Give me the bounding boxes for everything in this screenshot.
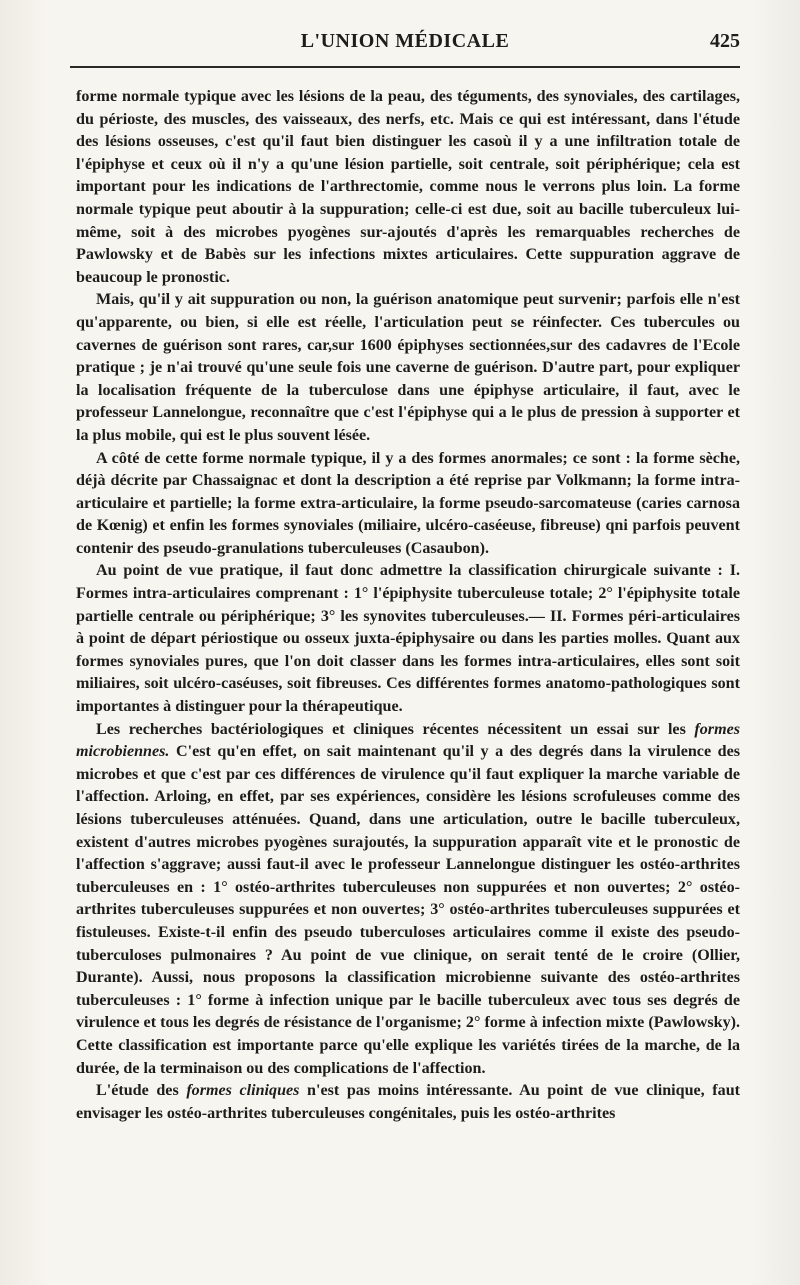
- paragraph: [76, 1080, 740, 1125]
- paragraph: [76, 719, 740, 1081]
- text-run: C'est qu'en effet, on sait maintenant qu'il y a des degrés dans la virulence des microbes et que c'est par ces différences de virulence qu'il faut expliquer la marche variable de l'affection. Arloing, en effet, par ses expériences, considère les lésions scrofuleuses comme des lésions tuberculeuses atténuées. Quand, dans une articulation, outre le bacille tuberculeux, existent d'autres microbes pyogènes surajoutés, la suppuration apparaît vite et le pronostic de l'affection s'aggrave; aussi faut-il avec le professeur Lannelongue distinguer les ostéo-arthrites tuberculeuses en : 1° ostéo-arthrites tuberculeuses non suppurées et non ouvertes; 2° ostéo-arthrites tuberculeuses suppurées et non ouvertes; 3° ostéo-arthrites tuberculeuses suppurées et fistuleuses. Existe-t-il enfin des pseudo tuberculoses articulaires comme il existe des pseudo-tuberculoses pulmonaires ? Au point de vue clinique, on serait tenté de le croire (Ollier, Durante). Aussi, nous proposons la classification microbienne suivante des ostéo-arthrites tuberculeuses : 1° forme à infection unique par le bacille tuberculeux avec tous ses degrés de virulence et tous les degrés de résistance de l'organisme; 2° forme à infection mixte (Pawlowsky). Cette classification est importante parce qu'elle explique les variétés tirées de la marche, de la durée, de la terminaison ou des complications de l'affection.: [76, 743, 740, 1077]
- page-header: [70, 30, 740, 60]
- text-run: Les recherches bactériologiques et cliniques récentes nécessitent un essai sur les: [96, 720, 695, 738]
- text-run: Mais, qu'il y ait suppuration ou non, la guérison anatomique peut survenir; parfois elle n'est qu'apparente, ou bien, si elle est réelle, l'articulation peut se réinfecter. Ces tubercules ou cavernes de guérison sont rares, car,sur 1600 épiphyses sectionnées,sur des cadavres de l'Ecole pratique ; je n'ai trouvé qu'une seule fois une caverne de guérison. D'autre part, pour expliquer la localisation fréquente de la tuberculose dans une épiphyse articulaire, il faut, avec le professeur Lannelongue, reconnaître que c'est l'épiphyse qui a le plus de pression à supporter et la plus mobile, qui est le plus souvent lésée.: [76, 291, 740, 444]
- paragraph: [76, 86, 740, 289]
- paragraph: [76, 560, 740, 718]
- text-run: Au point de vue pratique, il faut donc admettre la classification chirurgicale suivante : I. Formes intra-articulaires comprenant : 1° l'épiphysite tuberculeuse totale; 2° l'épiphysite totale partielle centrale ou périphérique; 3° les synovites tuberculeuses.— II. Formes péri-articulaires à point de départ périostique ou osseux juxta-épiphysaire ou dans les parties molles. Quant aux formes synoviales pures, que l'on doit classer dans les formes intra-articulaires, elles sont soit miliaires, soit ulcéro-caséuses, soit fibreuses. Ces différentes formes anatomo-pathologiques sont importantes à distinguer pour la thérapeutique.: [76, 562, 740, 716]
- article-body: [76, 86, 740, 1125]
- paragraph: [76, 289, 740, 447]
- text-run: n'est pas moins intéressante. Au point de vue clinique, faut envisager les ostéo-arthrites tuberculeuses congénitales, puis les ostéo-arthrites: [76, 1082, 740, 1122]
- text-run: L'étude des: [96, 1082, 187, 1100]
- italic-phrase: formes cliniques: [186, 1082, 300, 1100]
- paragraph: [76, 448, 740, 561]
- page-number: 425: [710, 30, 740, 52]
- italic-phrase: formes microbiennes.: [76, 720, 740, 761]
- header-rule: [70, 66, 740, 68]
- running-title: L'UNION MÉDICALE: [300, 30, 510, 52]
- text-run: A côté de cette forme normale typique, il y a des formes anormales; ce sont : la forme sèche, déjà décrite par Chassaignac et dont la description a été reprise par Volkmann; la forme intra-articulaire et partielle; la forme extra-articulaire, la forme pseudo-sarcomateuse (caries carnosa de Kœnig) et enfin les formes synoviales (miliaire, ulcéro-caséeuse, fibreuse) qni parfois peuvent contenir des pseudo-granulations tuberculeuses (Casaubon).: [76, 449, 740, 557]
- text-run: forme normale typique avec les lésions de la peau, des téguments, des synoviales, des cartilages, du périoste, des muscles, des vaisseaux, des nerfs, etc. Mais ce qui est intéressant, dans l'étude des lésions osseuses, c'est qu'il faut bien distinguer les casoù il y a une infiltration totale de l'épiphyse et ceux où il n'y a qu'une lésion partielle, soit centrale, soit périphérique; cela est important pour les indications de l'arthrectomie, comme nous le verrons plus loin. La forme normale typique peut aboutir à la suppuration; celle-ci est due, soit au bacille tuberculeux lui-même, soit à des microbes pyogènes sur-ajoutés d'après les remarquables recherches de Pawlowsky et de Babès sur les infections mixtes articulaires. Cette suppuration aggrave de beaucoup le pronostic.: [76, 88, 740, 286]
